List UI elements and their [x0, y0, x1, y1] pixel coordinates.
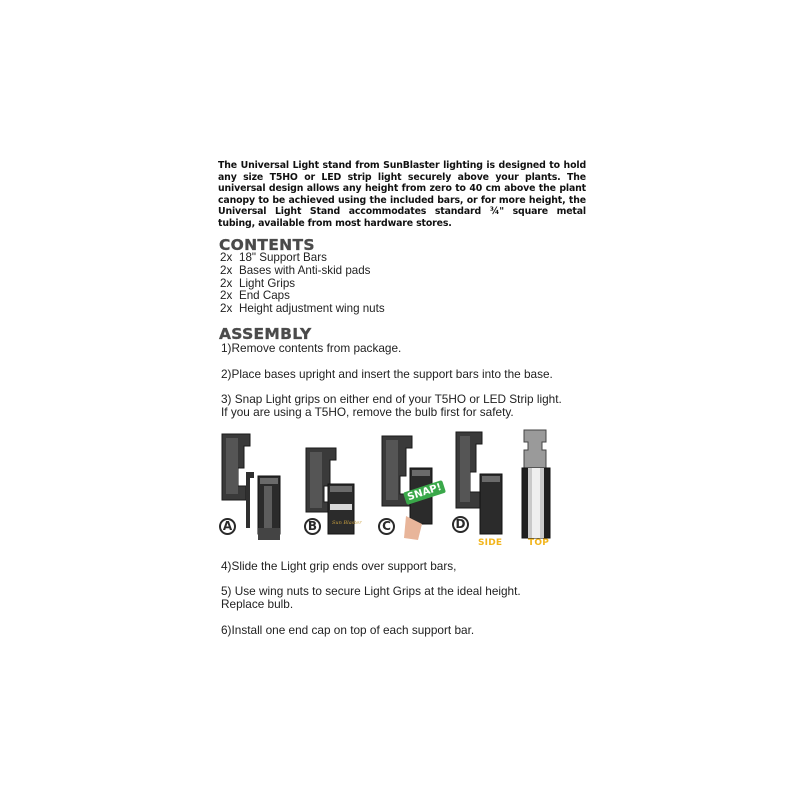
assembly-heading: ASSEMBLY — [219, 325, 312, 343]
list-item — [220, 303, 385, 316]
top-view-label: TOP — [528, 538, 549, 548]
snap-badge: SNAP! — [403, 480, 446, 505]
side-view-label: SIDE — [478, 538, 503, 548]
figure-b — [298, 428, 370, 551]
figure-d — [452, 428, 512, 551]
item-description: Light Grips — [239, 276, 296, 290]
contents-list — [220, 252, 385, 316]
figure-a — [216, 428, 288, 551]
figure-label-c: C — [378, 518, 395, 535]
assembly-step-5-line-1: 5) Use wing nuts to secure Light Grips at the ideal height. — [221, 584, 521, 598]
contents-heading: CONTENTS — [219, 236, 315, 254]
item-description: End Caps — [239, 289, 290, 303]
item-description: Bases with Anti-skid pads — [239, 263, 371, 277]
assembly-diagram — [216, 428, 556, 558]
figure-label-d: D — [452, 516, 469, 533]
assembly-step-1: 1)Remove contents from package. — [221, 341, 402, 355]
light-grip-top-illustration — [516, 428, 556, 540]
item-quantity: 2x — [220, 263, 233, 277]
figure-label-b: B — [304, 518, 321, 535]
item-description: Height adjustment wing nuts — [239, 302, 385, 316]
assembly-step-3-line-1: 3) Snap Light grips on either end of your T5HO or LED Strip light. — [221, 392, 562, 406]
assembly-step-3-line-2: If you are using a T5HO, remove the bulb first for safety. — [221, 405, 514, 419]
assembly-step-2: 2)Place bases upright and insert the support bars into the base. — [221, 367, 553, 381]
figure-c — [376, 428, 448, 551]
figure-label-a: A — [219, 518, 236, 535]
assembly-step-6: 6)Install one end cap on top of each support bar. — [221, 623, 475, 637]
item-quantity: 2x — [220, 289, 233, 303]
item-quantity: 2x — [220, 302, 233, 316]
figure-top-view — [516, 428, 556, 548]
assembly-step-4: 4)Slide the Light grip ends over support bars, — [221, 559, 457, 573]
item-quantity: 2x — [220, 251, 233, 264]
assembly-step-5-line-2: Replace bulb. — [221, 597, 294, 611]
item-description: 18" Support Bars — [239, 251, 327, 264]
fixture-brand-text: Sun Blaster — [332, 520, 362, 526]
item-quantity: 2x — [220, 276, 233, 290]
intro-paragraph: The Universal Light stand from SunBlaster lighting is designed to hold any size T5HO or LED strip light securely above your plants. The universal design allows any height from zero to 40 cm above the plant canopy to be achieved using the included bars, or for more height, the Universal Light Stand accommodates standard ¾" square metal tubing, available from most hardware stores. — [218, 160, 586, 229]
